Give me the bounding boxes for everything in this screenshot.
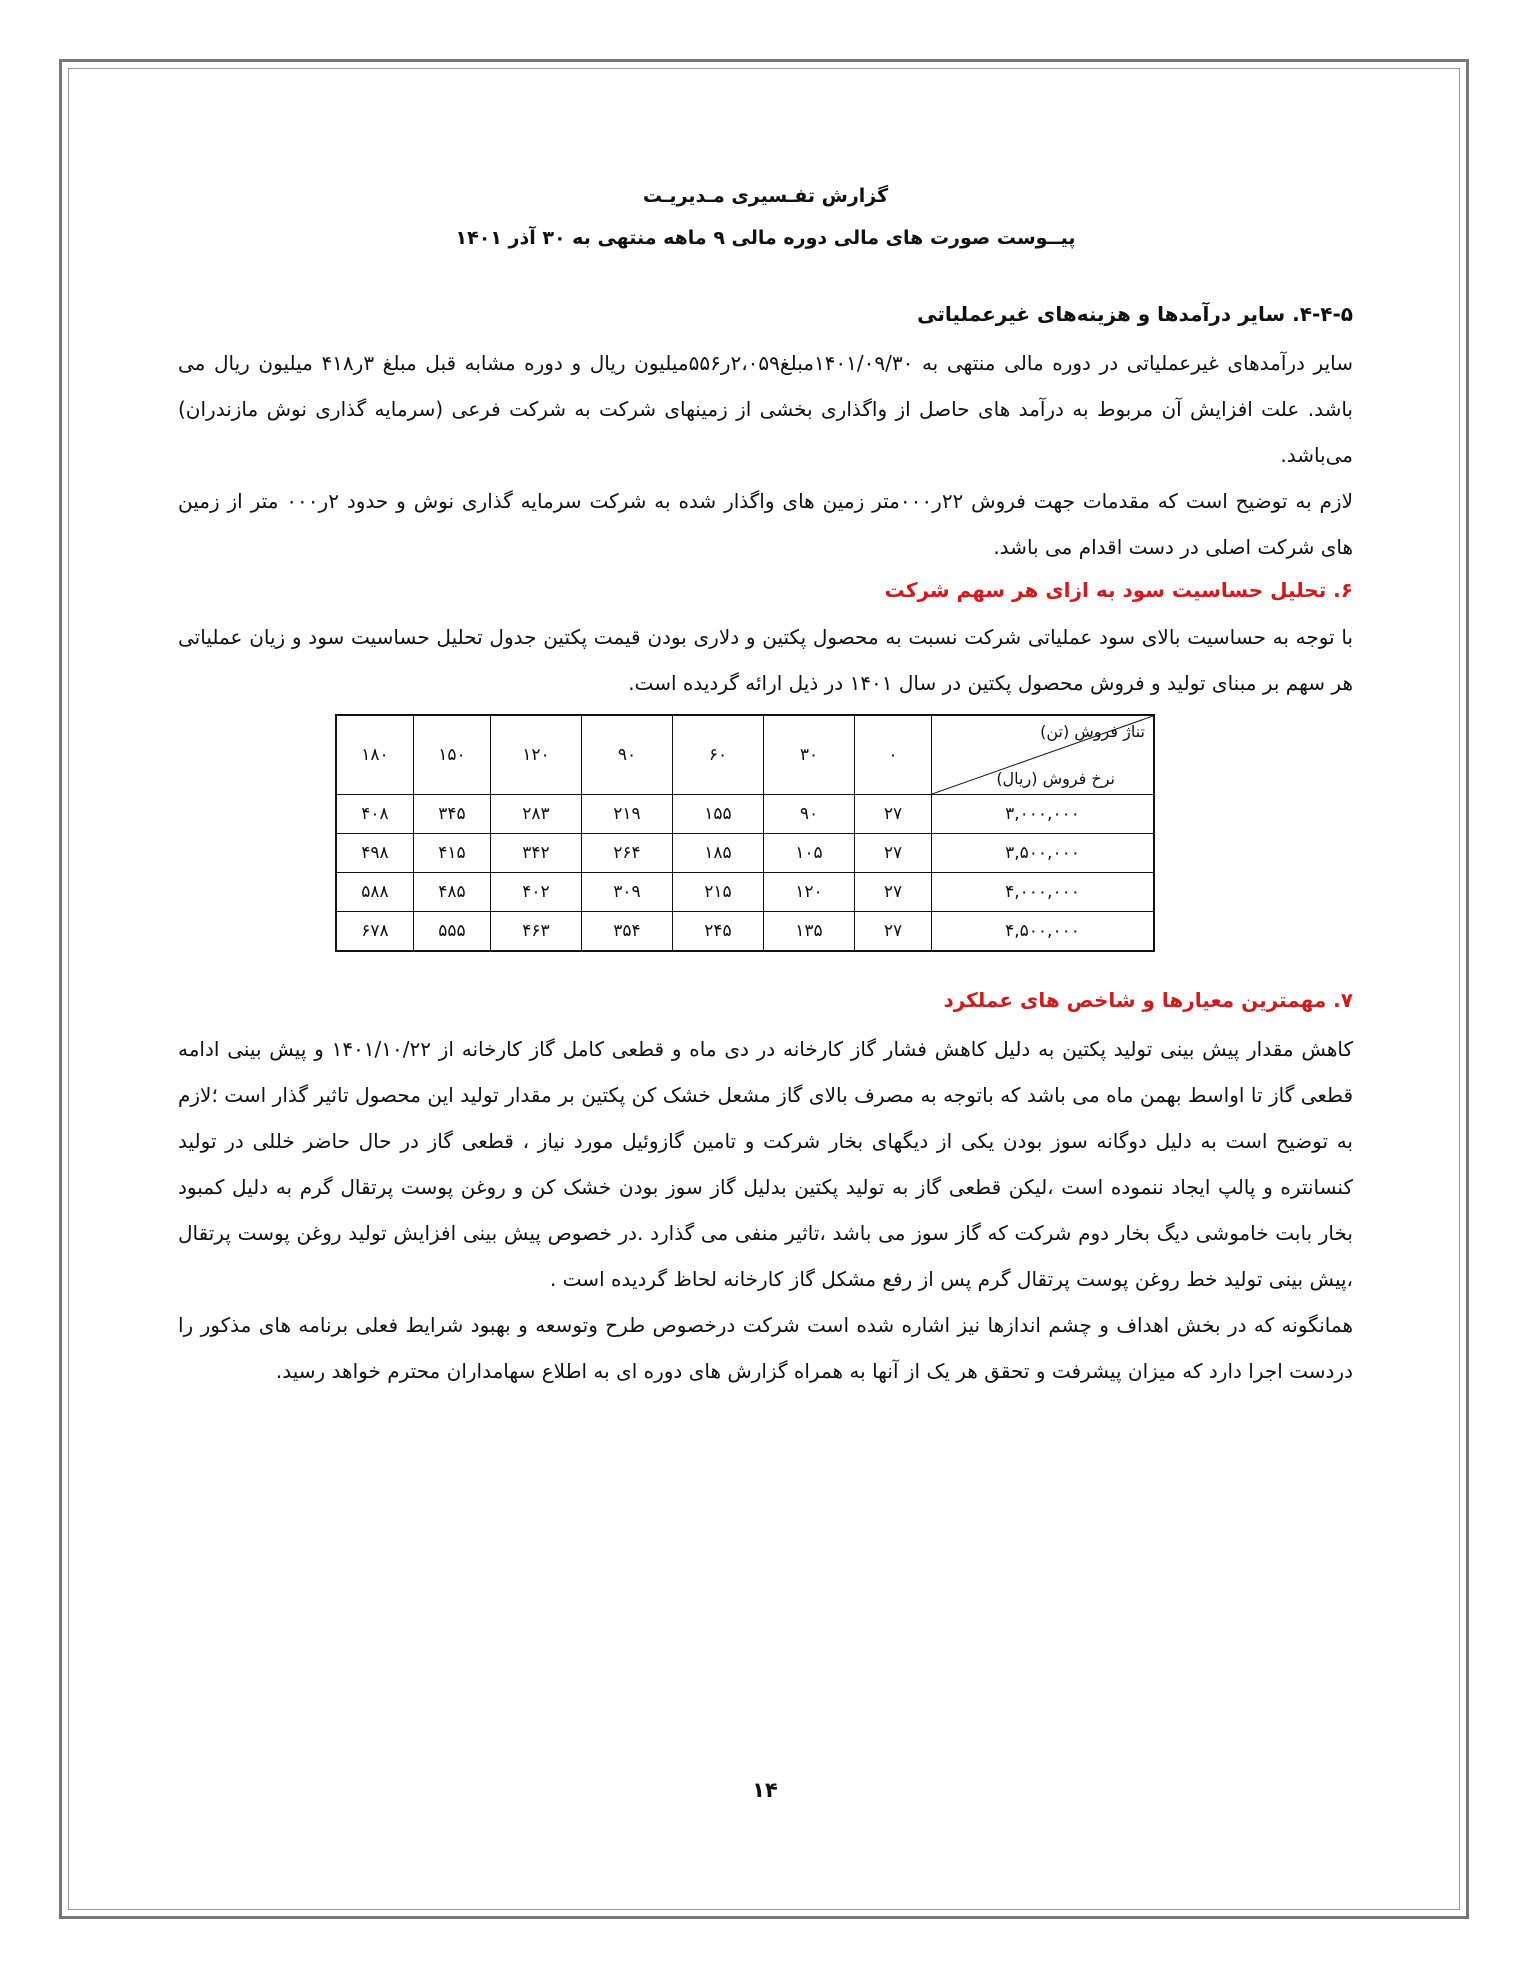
rate-cell: ۳,۵۰۰,۰۰۰ (932, 834, 1155, 873)
eps-cell: ۱۳۵ (764, 912, 855, 952)
eps-cell: ۳۵۴ (582, 912, 673, 952)
table-row (336, 873, 1154, 912)
eps-cell: ۲۱۹ (582, 795, 673, 834)
rate-cell: ۴,۰۰۰,۰۰۰ (932, 873, 1155, 912)
performance-paragraph: کاهش مقدار پیش بینی تولید پکتین به دلیل کاهش فشار گاز کارخانه در دی ماه و قطعی کامل گاز کارخانه از ۱۴۰۱/۱۰/۲۲ و پیش بینی ادامه قطعی گاز تا اواسط بهمن ماه می باشد که باتوجه به مصرف بالای گاز مشعل خشک کن پکتین بر مقدار تولید این محصول تاثیر گذار است ؛لازم به توضیح است به دلیل دوگانه سوز بودن یکی از دیگهای بخار شرکت و تامین گازوئیل مورد نیاز ، قطعی گاز در حال حاضر خللی در تولید کنسانتره و پالپ ایجاد ننموده است ،لیکن قطعی گاز به تولید پکتین بدلیل گاز سوز بودن خشک کن و روغن پوست پرتقال گرم به دلیل کمبود بخار بابت خاموشی دیگ بخار دوم شرکت که گاز سوز می باشد ،تاثیر منفی می گذارد .در خصوص پیش بینی افزایش تولید روغن پوست پرتقال ،پیش بینی تولید خط روغن پوست پرتقال گرم پس از رفع مشکل گاز کارخانه لحاظ گردیده است . (178, 1037, 1353, 1291)
column-header-4: ۱۲۰ (491, 715, 582, 795)
eps-cell: ۲۴۵ (673, 912, 764, 952)
eps-cell: ۲۷ (855, 912, 932, 952)
eps-cell: ۶۷۸ (336, 912, 414, 952)
eps-cell: ۴۹۸ (336, 834, 414, 873)
eps-cell: ۹۰ (764, 795, 855, 834)
eps-cell: ۲۸۳ (491, 795, 582, 834)
column-header-3: ۹۰ (582, 715, 673, 795)
table-row (336, 795, 1154, 834)
eps-cell: ۵۵۵ (414, 912, 491, 952)
column-header-6: ۱۸۰ (336, 715, 414, 795)
sales-rate-label: نرخ فروش (ریال) (996, 769, 1115, 788)
eps-cell: ۳۴۲ (491, 834, 582, 873)
report-subtitle: پیــوست صورت های مالی دوره مالی ۹ ماهه منتهی به ۳۰ آذر ۱۴۰۱ (455, 227, 1076, 249)
table-row (336, 834, 1154, 873)
report-title: گزارش تفـسیری مـدیریـت (642, 185, 889, 207)
eps-cell: ۲۷ (855, 873, 932, 912)
eps-cell: ۱۲۰ (764, 873, 855, 912)
section-other-income-heading: ۴-۴-۵. سایر درآمدها و هزینه‌های غیرعملیاتی (917, 302, 1353, 326)
eps-cell: ۴۶۳ (491, 912, 582, 952)
eps-cell: ۳۰۹ (582, 873, 673, 912)
column-header-5: ۱۵۰ (414, 715, 491, 795)
eps-cell: ۴۸۵ (414, 873, 491, 912)
sensitivity-paragraph: با توجه به حساسیت بالای سود عملیاتی شرکت نسبت به محصول پکتین و دلاری بودن قیمت پکتین جدول تحلیل حساسیت سود و زیان عملیاتی هر سهم بر مبنای تولید و فروش محصول پکتین در سال ۱۴۰۱ در ذیل ارائه گردیده است. (178, 625, 1353, 695)
sales-tonnage-label: تناژ فروش (تن) (1040, 722, 1145, 741)
eps-cell: ۵۸۸ (336, 873, 414, 912)
document-body (178, 170, 1353, 1394)
column-header-0: ۰ (855, 715, 932, 795)
page-number: ۱۴ (752, 1778, 778, 1802)
eps-cell: ۱۸۵ (673, 834, 764, 873)
other-income-paragraph: سایر درآمدهای غیرعملیاتی در دوره مالی منتهی به ۱۴۰۱/۰۹/۳۰مبلغ۲،۰۵۹ر۵۵۶میلیون ریال و دوره مشابه قبل مبلغ ۳ر۴۱۸ میلیون ریال می باشد. علت افزایش آن مربوط به درآمد های حاصل از واگذاری بخشی از زمینهای شرکت به شرکت فرعی (سرمایه گذاری نوش مازندران) می‌باشد. (178, 351, 1353, 467)
eps-cell: ۱۵۵ (673, 795, 764, 834)
eps-cell: ۲۷ (855, 795, 932, 834)
table-corner-cell (932, 715, 1155, 795)
section-sensitivity-heading: ۶. تحلیل حساسیت سود به ازای هر سهم شرکت (884, 578, 1353, 602)
development-paragraph: همانگونه که در بخش اهداف و چشم اندازها نیز اشاره شده است شرکت درخصوص طرح وتوسعه و بهبود شرایط فعلی برنامه های مذکور را دردست اجرا دارد که میزان پیشرفت و تحقق هر یک از آنها به همراه گزارش های دوره ای به اطلاع سهامداران محترم خواهد رسید. (178, 1313, 1353, 1383)
eps-cell: ۲۱۵ (673, 873, 764, 912)
table-header-row (336, 715, 1154, 795)
eps-cell: ۴۱۵ (414, 834, 491, 873)
land-sale-paragraph: لازم به توضیح است که مقدمات جهت فروش ۲۲ر۰۰۰متر زمین های واگذار شده به شرکت سرمایه گذاری نوش و حدود ۲ر۰۰۰ متر از زمین های شرکت اصلی در دست اقدام می باشد. (178, 489, 1353, 559)
table-row (336, 912, 1154, 952)
column-header-1: ۳۰ (764, 715, 855, 795)
sensitivity-table (335, 714, 1155, 952)
eps-cell: ۲۶۴ (582, 834, 673, 873)
eps-cell: ۱۰۵ (764, 834, 855, 873)
section-performance-heading: ۷. مهمترین معیارها و شاخص های عملکرد (943, 988, 1353, 1012)
rate-cell: ۴,۵۰۰,۰۰۰ (932, 912, 1155, 952)
eps-cell: ۴۰۸ (336, 795, 414, 834)
eps-cell: ۴۰۲ (491, 873, 582, 912)
eps-cell: ۲۷ (855, 834, 932, 873)
rate-cell: ۳,۰۰۰,۰۰۰ (932, 795, 1155, 834)
column-header-2: ۶۰ (673, 715, 764, 795)
eps-cell: ۳۴۵ (414, 795, 491, 834)
